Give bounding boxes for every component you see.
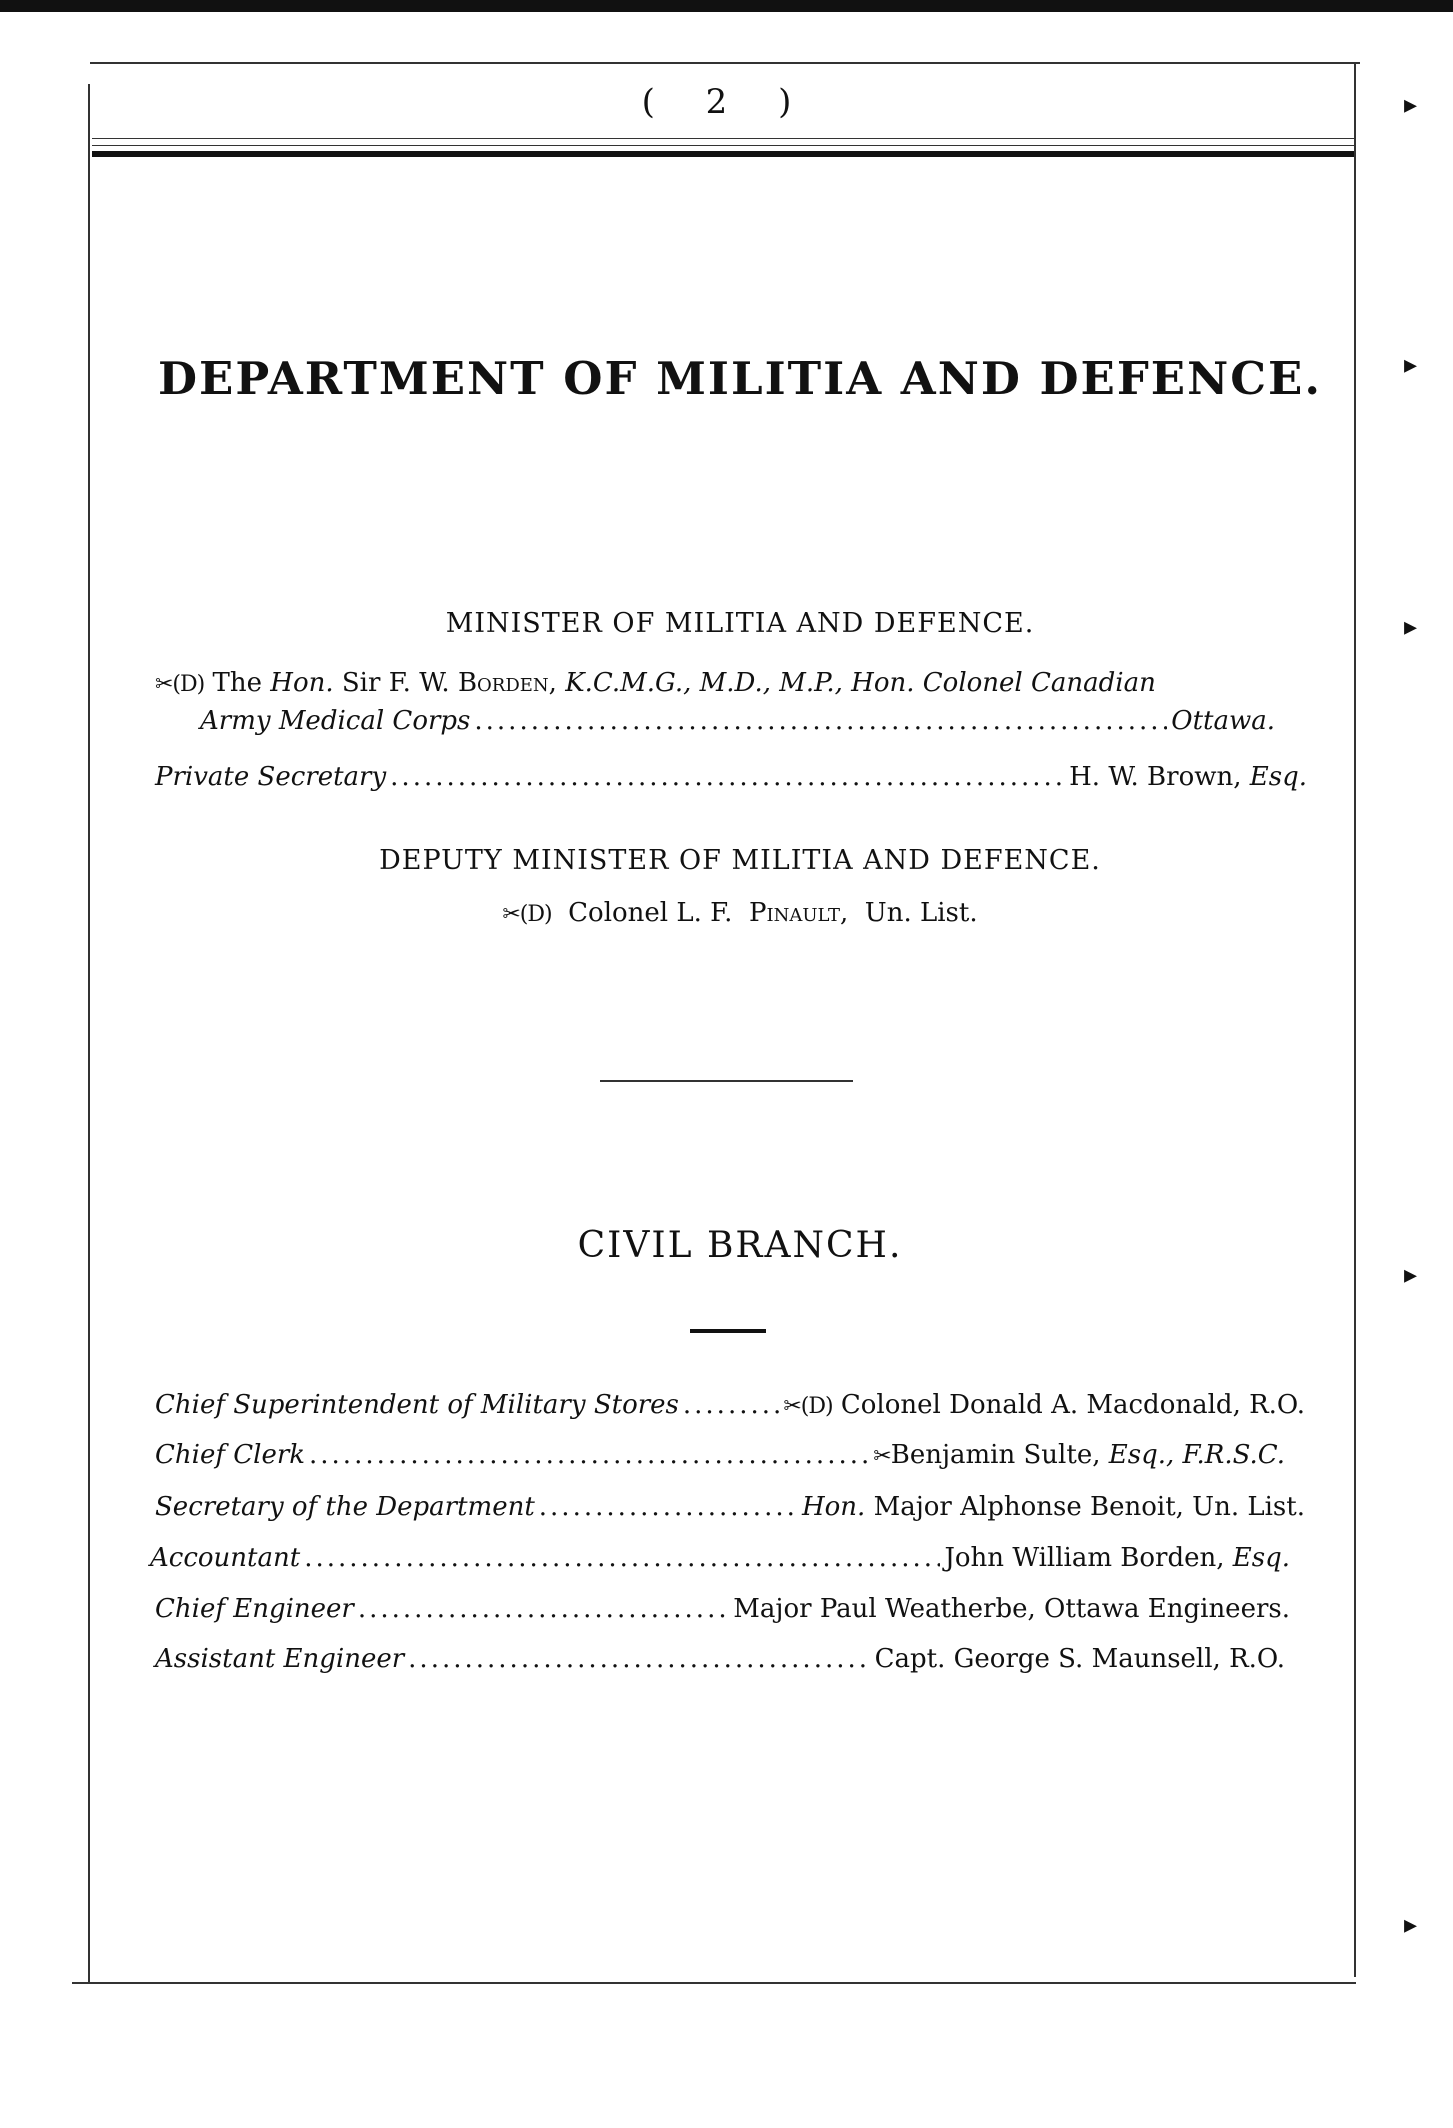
dot-leader: [539, 1492, 798, 1522]
civil-branch-heading: CIVIL BRANCH.: [577, 1225, 903, 1266]
header-rule-thick: [92, 151, 1354, 157]
scissors-mark-icon: ✂(D): [783, 1394, 833, 1419]
minister-heading: MINISTER OF MILITIA AND DEFENCE.: [445, 608, 1035, 639]
dot-leader: [358, 1594, 729, 1624]
list-item: Secretary of the Department ..... Hon. Major Alphonse Benoit, Un. List.: [155, 1492, 1305, 1522]
dot-leader: [683, 1390, 779, 1420]
page-border-left: [88, 84, 90, 1984]
scissors-mark-icon: ✂: [873, 1444, 891, 1469]
dot-leader: [309, 1440, 869, 1470]
page-border-bottom: [72, 1982, 1356, 1984]
minister-entry-line2: Army Medical Corps ..... Ottawa.: [200, 706, 1275, 736]
header-rule-thin: [92, 145, 1354, 146]
scan-artifact-icon: ▸: [1404, 350, 1418, 380]
scissors-mark-icon: ✂(D): [502, 902, 552, 927]
scan-artifact-icon: ▸: [1404, 612, 1418, 642]
section-divider: [690, 1329, 766, 1333]
scan-artifact-icon: ▸: [1404, 1260, 1418, 1290]
deputy-entry: ✂(D) Colonel L. F. Pinault, Un. List.: [502, 898, 978, 928]
minister-entry-line1: ✂(D) The Hon. Sir F. W. Borden, K.C.M.G., M.D., M.P., Hon. Colonel Canadian: [155, 668, 1156, 698]
list-item: Chief Clerk ..... ✂ Benjamin Sulte, Esq., F.R.S.C.: [155, 1440, 1285, 1470]
dot-leader: [474, 706, 1167, 736]
scan-artifact-icon: ▸: [1404, 90, 1418, 120]
header-rule-thin: [92, 138, 1354, 139]
section-divider: [600, 1080, 853, 1082]
list-item: Accountant ..... John William Borden, Esq.: [150, 1543, 1290, 1573]
page-border-top: [90, 62, 1360, 64]
scissors-mark-icon: ✂(D): [155, 672, 205, 697]
list-item: Assistant Engineer ..... Capt. George S. Maunsell, R.O.: [155, 1644, 1285, 1674]
page-title: DEPARTMENT OF MILITIA AND DEFENCE.: [158, 352, 1322, 405]
deputy-heading: DEPUTY MINISTER OF MILITIA AND DEFENCE.: [379, 845, 1101, 876]
list-item: Chief Superintendent of Military Stores ..... ✂(D) Colonel Donald A. Macdonald, R.O.: [155, 1390, 1305, 1420]
page-border-right: [1354, 62, 1356, 1977]
dot-leader: [390, 762, 1065, 792]
scan-artifact-icon: ▸: [1404, 1910, 1418, 1940]
dot-leader: [304, 1543, 940, 1573]
list-item: Chief Engineer ..... Major Paul Weatherbe, Ottawa Engineers.: [155, 1594, 1290, 1624]
private-secretary-entry: Private Secretary ..... H. W. Brown, Esq.: [155, 762, 1307, 792]
dot-leader: [408, 1644, 870, 1674]
scan-top-edge: [0, 0, 1453, 12]
page-number: ( 2 ): [641, 82, 812, 122]
